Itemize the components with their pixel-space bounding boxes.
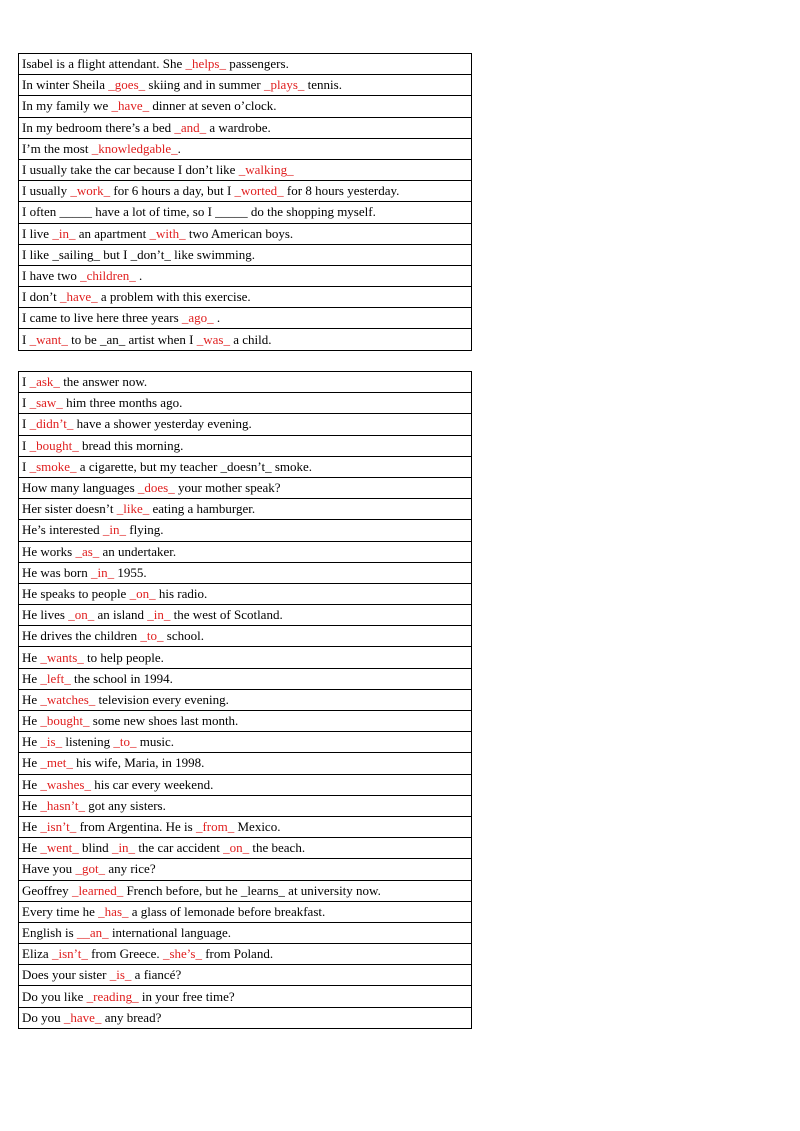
sentence-cell — [19, 287, 472, 308]
sentence-cell — [19, 202, 472, 223]
answer-text: _with_ — [149, 225, 186, 241]
answer-text: _on_ — [129, 585, 156, 601]
sentence-text: any rice? — [105, 861, 156, 877]
sentence-text: He’s interested — [22, 522, 103, 538]
answer-text: _like_ — [116, 501, 150, 517]
answer-text: _didn’t_ — [29, 416, 74, 432]
sentence-cell — [19, 795, 472, 816]
answer-text: _in_ — [52, 225, 76, 241]
sentence-text: He — [22, 840, 41, 856]
table-row — [19, 75, 472, 96]
sentence-text: to be _an_ artist when I — [67, 331, 197, 347]
sentence-cell — [19, 753, 472, 774]
sentence-cell — [19, 435, 472, 456]
answer-text: _plays_ — [263, 77, 305, 93]
sentence-text: international language. — [108, 924, 232, 940]
sentence-text: He — [22, 776, 41, 792]
sentence-text: He — [22, 734, 41, 750]
sentence-text: Every time he — [22, 903, 99, 919]
sentence-cell — [19, 541, 472, 562]
sentence-text: I came to live here three years — [22, 310, 182, 326]
sentence-text: I — [22, 331, 30, 347]
answer-text: _children_ — [80, 267, 136, 283]
answer-text: _hasn’t_ — [40, 797, 85, 813]
sentence-text: a glass of lemonade before breakfast. — [128, 903, 326, 919]
answer-text: _learned_ — [71, 882, 124, 898]
sentence-text: television every evening. — [95, 691, 229, 707]
sentence-text: . — [213, 310, 221, 326]
table-row — [19, 520, 472, 541]
sentence-text: Have you — [22, 861, 76, 877]
sentence-cell — [19, 944, 472, 965]
answer-text: _and_ — [174, 119, 207, 135]
sentence-text: blind — [78, 840, 112, 856]
table-row — [19, 265, 472, 286]
sentence-text: an island — [94, 607, 148, 623]
table-row — [19, 986, 472, 1007]
sentence-text: He — [22, 649, 41, 665]
sentence-cell — [19, 668, 472, 689]
sentence-text: the west of Scotland. — [170, 607, 283, 623]
table-row — [19, 774, 472, 795]
table-row — [19, 308, 472, 329]
sentence-cell — [19, 689, 472, 710]
sentence-cell — [19, 1007, 472, 1028]
sentence-text: He — [22, 755, 41, 771]
sentence-cell — [19, 414, 472, 435]
table-row — [19, 583, 472, 604]
answer-text: _is_ — [109, 967, 132, 983]
sentence-text: for 6 hours a day, but I — [110, 183, 235, 199]
answer-text: _is_ — [40, 734, 63, 750]
sentence-cell — [19, 583, 472, 604]
sentence-text: to help people. — [83, 649, 164, 665]
table-row — [19, 711, 472, 732]
answer-text: _have_ — [60, 289, 98, 305]
table-row — [19, 816, 472, 837]
sentence-text: I — [22, 458, 30, 474]
sentence-cell — [19, 816, 472, 837]
sentence-text: his radio. — [155, 585, 208, 601]
table-row — [19, 202, 472, 223]
sentence-text: French before, but he _learns_ at university now. — [123, 882, 381, 898]
sentence-text: I like _sailing_ but I _don’t_ like swimming. — [22, 246, 256, 262]
sentence-text: his car every weekend. — [90, 776, 214, 792]
table-row — [19, 689, 472, 710]
table-row — [19, 456, 472, 477]
sentence-text: some new shoes last month. — [89, 713, 239, 729]
sentence-text: I don’t — [22, 289, 61, 305]
sentence-text: the beach. — [249, 840, 306, 856]
sentence-text: the car accident — [135, 840, 224, 856]
sentence-text: In my family we — [22, 98, 112, 114]
sentence-text: He was born — [22, 564, 91, 580]
sentence-text: music. — [136, 734, 175, 750]
answer-text: _want_ — [29, 331, 68, 347]
table-row — [19, 859, 472, 880]
sentence-cell — [19, 499, 472, 520]
sentence-cell — [19, 732, 472, 753]
sentence-text: any bread? — [101, 1009, 162, 1025]
sentence-text: your mother speak? — [174, 480, 281, 496]
sentence-cell — [19, 75, 472, 96]
table-row — [19, 1007, 472, 1028]
sentence-cell — [19, 774, 472, 795]
sentence-cell — [19, 181, 472, 202]
answer-text: _left_ — [40, 670, 71, 686]
answer-text: _ago_ — [181, 310, 214, 326]
sentence-text: two American boys. — [185, 225, 294, 241]
sentence-cell — [19, 244, 472, 265]
sentence-cell — [19, 965, 472, 986]
sentence-text: I often _____ have a lot of time, so I _____ do the shopping myself. — [22, 204, 376, 220]
sentence-text: an apartment — [75, 225, 150, 241]
sentence-text: He — [22, 819, 41, 835]
table-row — [19, 138, 472, 159]
sentence-text: a cigarette, but my teacher _doesn’t_ smoke. — [76, 458, 313, 474]
sentence-text: I — [22, 374, 30, 390]
answer-text: _bought_ — [40, 713, 90, 729]
exercise-table-2 — [18, 371, 472, 1029]
answer-text: _to_ — [113, 734, 137, 750]
sentence-cell — [19, 838, 472, 859]
answer-text: _in_ — [111, 840, 136, 856]
sentence-text: Eliza — [22, 946, 52, 962]
sentence-text: He — [22, 713, 41, 729]
answer-text: _was_ — [196, 331, 230, 347]
sentence-text: from Argentina. He is — [76, 819, 196, 835]
sentence-text: got any sisters. — [84, 797, 166, 813]
answer-text: _have_ — [111, 98, 150, 114]
sentence-text: In winter Sheila — [22, 77, 109, 93]
table-row — [19, 732, 472, 753]
answer-text: _walking_ — [238, 162, 294, 178]
sentence-cell — [19, 901, 472, 922]
table-row — [19, 965, 472, 986]
table-row — [19, 477, 472, 498]
sentence-text: He speaks to people — [22, 585, 130, 601]
table-row — [19, 541, 472, 562]
answer-text: _in_ — [102, 522, 126, 538]
sentence-cell — [19, 393, 472, 414]
sentence-cell — [19, 711, 472, 732]
sentence-text: the school in 1994. — [70, 670, 173, 686]
sentence-cell — [19, 117, 472, 138]
sentence-text: He — [22, 670, 41, 686]
sentence-text: in your free time? — [138, 988, 235, 1004]
answer-text: _washes_ — [40, 776, 91, 792]
answer-text: _on_ — [223, 840, 250, 856]
sentence-cell — [19, 986, 472, 1007]
sentence-cell — [19, 159, 472, 180]
answer-text: _goes_ — [108, 77, 146, 93]
sentence-text: an undertaker. — [99, 543, 177, 559]
sentence-cell — [19, 859, 472, 880]
sentence-text: English is — [22, 924, 77, 940]
sentence-cell — [19, 329, 472, 350]
answer-text: _isn’t_ — [51, 946, 88, 962]
answer-text: _went_ — [40, 840, 79, 856]
sentence-text: I usually — [22, 183, 71, 199]
sentence-text: a problem with this exercise. — [97, 289, 251, 305]
sentence-cell — [19, 922, 472, 943]
table-row — [19, 181, 472, 202]
sentence-text: I have two — [22, 267, 81, 283]
table-row — [19, 435, 472, 456]
answer-text: __an_ — [76, 924, 109, 940]
sentence-text: Do you like — [22, 988, 87, 1004]
sentence-text: for 8 hours yesterday. — [283, 183, 400, 199]
sentence-text: 1955. — [114, 564, 147, 580]
table-row — [19, 901, 472, 922]
table-row — [19, 393, 472, 414]
sentence-cell — [19, 477, 472, 498]
sentence-text: He — [22, 691, 41, 707]
sentence-text: eating a hamburger. — [149, 501, 256, 517]
sentence-text: He lives — [22, 607, 69, 623]
sentence-text: from Greece. — [87, 946, 163, 962]
sentence-text: Geoffrey — [22, 882, 72, 898]
sentence-text: a wardrobe. — [206, 119, 271, 135]
table-row — [19, 499, 472, 520]
answer-text: _met_ — [40, 755, 73, 771]
answer-text: _to_ — [140, 628, 164, 644]
table-row — [19, 159, 472, 180]
table-row — [19, 944, 472, 965]
sentence-text: He — [22, 797, 41, 813]
answer-text: _in_ — [147, 607, 171, 623]
answer-text: _wants_ — [40, 649, 84, 665]
sentence-cell — [19, 54, 472, 75]
sentence-text: He drives the children — [22, 628, 141, 644]
table-row — [19, 372, 472, 393]
sentence-text: a child. — [229, 331, 272, 347]
sentence-cell — [19, 96, 472, 117]
answer-text: _knowledgable_ — [91, 140, 178, 156]
sentence-text: skiing and in summer — [145, 77, 264, 93]
table-row — [19, 287, 472, 308]
sentence-text: In my bedroom there’s a bed — [22, 119, 175, 135]
answer-text: _helps_ — [185, 56, 226, 72]
table-row — [19, 329, 472, 350]
table-row — [19, 117, 472, 138]
exercise-table-1 — [18, 53, 472, 351]
table-row — [19, 880, 472, 901]
sentence-cell — [19, 456, 472, 477]
sentence-text: a fiancé? — [131, 967, 182, 983]
table-row — [19, 626, 472, 647]
sentence-cell — [19, 265, 472, 286]
table-row — [19, 668, 472, 689]
answer-text: _saw_ — [29, 395, 63, 411]
sentence-cell — [19, 372, 472, 393]
sentence-cell — [19, 647, 472, 668]
table-row — [19, 562, 472, 583]
sentence-text: . — [177, 140, 181, 156]
table-row — [19, 244, 472, 265]
answer-text: _does_ — [137, 480, 175, 496]
table-row — [19, 414, 472, 435]
sentence-text: I live — [22, 225, 53, 241]
sentence-text: Mexico. — [234, 819, 281, 835]
sentence-text: Isabel is a flight attendant. She — [22, 56, 186, 72]
table-row — [19, 753, 472, 774]
answer-text: _have_ — [63, 1009, 102, 1025]
table-row — [19, 605, 472, 626]
sentence-text: I usually take the car because I don’t like — [22, 162, 239, 178]
sentence-text: his wife, Maria, in 1998. — [72, 755, 205, 771]
answer-text: _reading_ — [86, 988, 139, 1004]
sentence-text: I’m the most — [22, 140, 92, 156]
answer-text: _in_ — [90, 564, 115, 580]
answer-text: _worted_ — [234, 183, 284, 199]
answer-text: _as_ — [75, 543, 100, 559]
sentence-text: from Poland. — [201, 946, 274, 962]
sentence-text: school. — [163, 628, 204, 644]
sentence-text: the answer now. — [59, 374, 148, 390]
sentence-cell — [19, 880, 472, 901]
table-row — [19, 647, 472, 668]
answer-text: _smoke_ — [29, 458, 77, 474]
sentence-text: passengers. — [226, 56, 289, 72]
sentence-text: have a shower yesterday evening. — [73, 416, 252, 432]
sentence-text: Her sister doesn’t — [22, 501, 117, 517]
sentence-text: I — [22, 416, 30, 432]
sentence-text: He works — [22, 543, 76, 559]
table-row — [19, 795, 472, 816]
answer-text: _from_ — [195, 819, 235, 835]
answer-text: _work_ — [70, 183, 111, 199]
answer-text: _isn’t_ — [40, 819, 77, 835]
sentence-text: dinner at seven o’clock. — [149, 98, 277, 114]
table-row — [19, 838, 472, 859]
sentence-cell — [19, 308, 472, 329]
sentence-cell — [19, 520, 472, 541]
sentence-cell — [19, 138, 472, 159]
table-row — [19, 54, 472, 75]
sentence-cell — [19, 605, 472, 626]
sentence-text: I — [22, 437, 30, 453]
table-row — [19, 223, 472, 244]
answer-text: _bought_ — [29, 437, 79, 453]
sentence-text: I — [22, 395, 30, 411]
answer-text: _ask_ — [29, 374, 60, 390]
answer-text: _got_ — [75, 861, 106, 877]
sentence-text: bread this morning. — [78, 437, 184, 453]
table-row — [19, 96, 472, 117]
sentence-cell — [19, 223, 472, 244]
answer-text: _watches_ — [40, 691, 96, 707]
sentence-text: Do you — [22, 1009, 64, 1025]
table-row — [19, 922, 472, 943]
answer-text: _she’s_ — [162, 946, 202, 962]
sentence-text: him three months ago. — [62, 395, 183, 411]
answer-text: _has_ — [98, 903, 129, 919]
answer-text: _on_ — [68, 607, 95, 623]
sentence-text: tennis. — [304, 77, 342, 93]
sentence-cell — [19, 626, 472, 647]
sentence-text: Does your sister — [22, 967, 110, 983]
sentence-text: . — [135, 267, 143, 283]
sentence-text: listening — [62, 734, 114, 750]
sentence-text: How many languages — [22, 480, 138, 496]
sentence-cell — [19, 562, 472, 583]
sentence-text: flying. — [126, 522, 164, 538]
